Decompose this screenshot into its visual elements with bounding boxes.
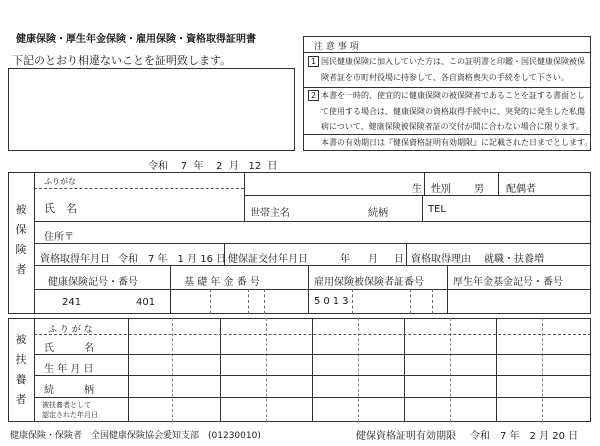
issue-date: 令和 7 年 2 月 12 日: [148, 161, 278, 172]
birth-unit: 生: [412, 184, 422, 195]
note-1-number: 1: [308, 56, 319, 67]
employment-insurance-number: 5013: [314, 296, 352, 307]
card-issue-year-unit: 年: [340, 254, 350, 265]
note-1-line-1: 国民健康保険に加入していた方は、この証明書と印鑑・国民健康保険被保: [321, 57, 585, 66]
gender-value: 男: [474, 184, 484, 195]
employment-insurance-number-label: 雇用保険被保険者証番号: [314, 277, 424, 288]
dependent-furigana-label: ふ り が な: [48, 325, 93, 335]
acquisition-reason-value: 就職・扶養増: [484, 254, 544, 265]
insurer-info: 健康保険・保険者 全国健康保険協会愛知支部 (01230010): [10, 431, 261, 441]
relation-label: 続柄: [368, 208, 388, 219]
insured-name-label: 氏 名: [44, 202, 77, 215]
card-issue-date-label: 健保証交付年月日: [228, 254, 308, 265]
address-label: 住所〒: [44, 232, 74, 243]
health-insurance-number-label: 健康保険記号・番号: [48, 277, 138, 288]
note-validity: 本書の有効期日は『健保資格証明有効期限』に記載された日までとします。: [321, 138, 593, 147]
acquisition-date-label: 資格取得年月日: [40, 254, 110, 265]
spouse-label: 配偶者: [506, 184, 536, 195]
note-2-line-2: て使用する場合は、健康保険の資格取得手続中に、突発的に発生した私傷: [321, 107, 585, 116]
health-insurance-number: 401: [136, 297, 156, 308]
notes-box: [303, 36, 591, 151]
notes-heading: 注 意 事 項: [314, 42, 359, 52]
issue-day: 12: [248, 161, 262, 172]
note-2-line-1: 本書を一時的、使宜的に健康保険の被保険者であることを証する書面とし: [321, 91, 585, 100]
dependent-cert-label-line-1: 被扶養者として: [42, 401, 91, 409]
company-seal-box: [8, 68, 295, 151]
expiry-label: 健保資格証明有効期限: [356, 431, 456, 442]
basic-pension-number-label: 基 礎 年 金 番 号: [184, 277, 260, 288]
tel-label: TEL: [428, 204, 446, 215]
insured-side-label: 被保険者: [15, 203, 27, 276]
dependents-side-label: 被扶養者: [15, 333, 27, 406]
note-2-line-3: 病について、健康保険被保険者証の交付が間に合わない場合に限ります。: [321, 122, 585, 131]
household-head-label: 世帯主名: [250, 208, 290, 219]
document-title: 健康保険・厚生年金保険・雇用保険・資格取得証明書: [16, 34, 256, 45]
health-insurance-symbol: 241: [62, 297, 82, 308]
gender-label: 性別: [431, 184, 451, 195]
certification-statement: 下記のとおり相違ないことを証明致します。: [12, 54, 232, 67]
expiry-value: 令和 7 年 2 月 20 日: [470, 431, 579, 442]
note-2-number: 2: [308, 90, 319, 101]
note-1-line-2: 険者証を市町村役場に持参して、各自資格喪失の手続をして下さい。: [321, 73, 569, 82]
acquisition-reason-label: 資格取得理由: [411, 254, 471, 265]
issue-era: 令和: [148, 161, 168, 172]
dependent-name-label: 氏 名: [44, 343, 94, 354]
card-issue-month-unit: 月: [368, 254, 378, 265]
dependent-cert-label-line-2: 認定された年月日: [42, 411, 98, 419]
issue-year: 7: [180, 161, 188, 172]
dependent-relation-label: 続 柄: [44, 385, 94, 396]
insured-furigana-label: ふりがな: [44, 177, 76, 186]
acquisition-date-value: 令和 7 年 1 月 16 日: [118, 254, 227, 265]
card-issue-day-unit: 日: [394, 254, 404, 265]
dependent-birth-label: 生 年 月 日: [44, 364, 94, 375]
pension-fund-number-label: 厚生年金基金記号・番号: [453, 277, 563, 288]
issue-month: 2: [216, 161, 223, 172]
